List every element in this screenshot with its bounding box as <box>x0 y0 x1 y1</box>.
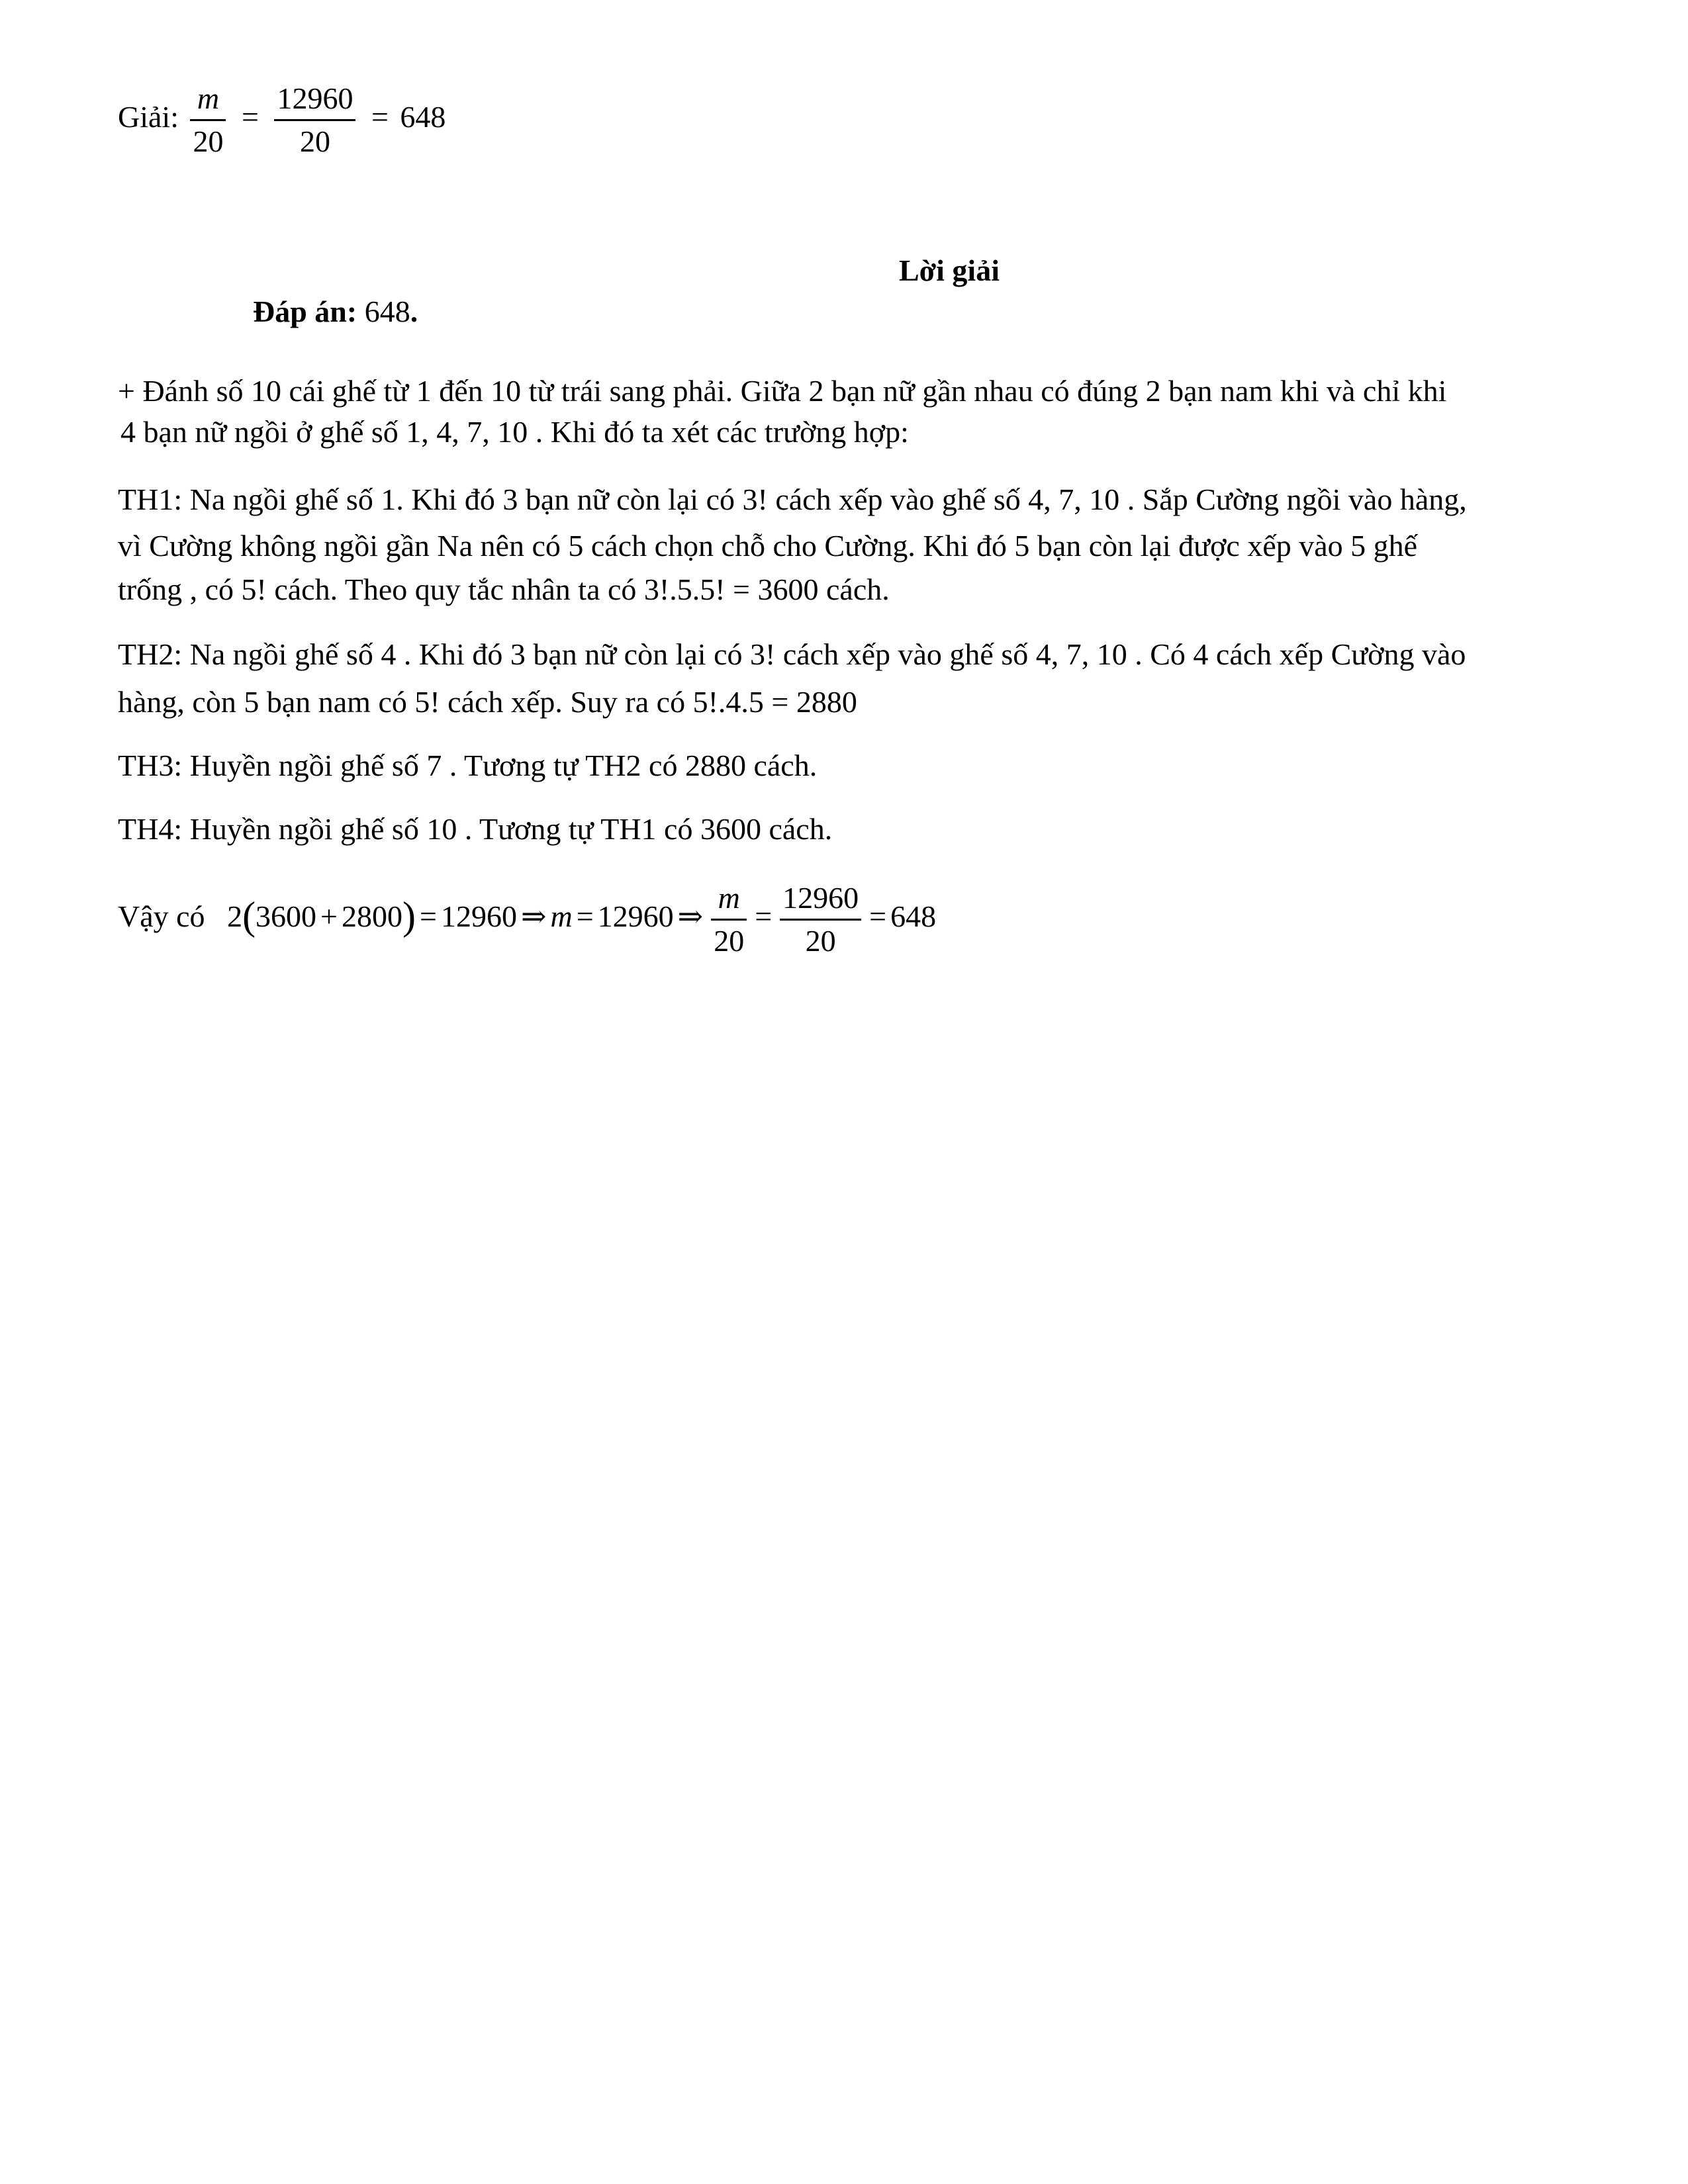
solution-result: 648 <box>400 100 446 134</box>
fraction-numerator: m <box>190 78 226 121</box>
right-parenthesis: ) <box>402 894 416 938</box>
fraction-denominator: 20 <box>805 924 836 958</box>
conclusion-total: 12960 <box>440 899 517 934</box>
solution-label: Giải: <box>118 100 179 134</box>
case-3-line: TH3: Huyền ngồi ghế số 7 . Tương tự TH2 có 2880 cách. <box>118 749 818 782</box>
equals-sign: = <box>576 899 594 934</box>
implies-arrow: ⇒ <box>677 899 704 934</box>
equals-sign: = <box>371 100 389 134</box>
top-solution <box>118 78 445 162</box>
case-2-line-1: TH2: Na ngồi ghế số 4 . Khi đó 3 bạn nữ còn lại có 3! cách xếp vào ghế số 4, 7, 10 . Có 4 cách xếp Cường vào <box>118 637 1466 671</box>
fraction-numerator: m <box>711 878 747 921</box>
answer-value: 648 <box>364 295 410 328</box>
fraction-m-over-20 <box>711 878 747 962</box>
case-1-line-2: vì Cường không ngồi gần Na nên có 5 cách chọn chỗ cho Cường. Khi đó 5 bạn còn lại được xếp vào 5 ghế <box>118 529 1418 563</box>
answer-label: Đáp án: <box>253 295 357 328</box>
conclusion-term-a: 3600 <box>256 899 317 934</box>
fraction-numerator: 12960 <box>274 78 355 121</box>
equals-sign: = <box>419 899 437 934</box>
intro-line-2: 4 bạn nữ ngồi ở ghế số 1, 4, 7, 10 . Khi đó ta xét các trường hợp: <box>120 415 909 449</box>
conclusion-total-2: 12960 <box>597 899 674 934</box>
answer-period: . <box>410 295 418 328</box>
fraction-denominator: 20 <box>193 124 224 158</box>
intro-line-1: + Đánh số 10 cái ghế từ 1 đến 10 từ trái sang phải. Giữa 2 bạn nữ gần nhau có đúng 2 bạn nam khi và chỉ khi <box>118 374 1447 408</box>
fraction-denominator: 20 <box>299 124 330 158</box>
variable-m: m <box>550 899 573 934</box>
fraction-12960-over-20 <box>274 78 355 162</box>
fraction-numerator: 12960 <box>780 878 861 921</box>
conclusion-line <box>118 878 936 962</box>
case-2-line-2: hàng, còn 5 bạn nam có 5! cách xếp. Suy ra có 5!.4.5 = 2880 <box>118 685 857 719</box>
equals-sign: = <box>241 100 259 134</box>
fraction-denominator: 20 <box>714 924 745 958</box>
conclusion-coefficient: 2 <box>227 899 243 934</box>
equals-sign: = <box>869 899 887 934</box>
answer-line <box>253 291 418 332</box>
equals-sign: = <box>755 899 773 934</box>
fraction-12960-over-20 <box>780 878 861 962</box>
case-1-line-1: TH1: Na ngồi ghế số 1. Khi đó 3 bạn nữ còn lại có 3! cách xếp vào ghế số 4, 7, 10 . Sắp Cường ngồi vào hàng, <box>118 482 1467 516</box>
case-4-line: TH4: Huyền ngồi ghế số 10 . Tương tự TH1 có 3600 cách. <box>118 812 833 846</box>
section-heading: Lời giải <box>899 253 1000 287</box>
implies-arrow: ⇒ <box>520 899 547 934</box>
fraction-m-over-20 <box>190 78 226 162</box>
case-1-line-3: trống , có 5! cách. Theo quy tắc nhân ta có 3!.5.5! = 3600 cách. <box>118 572 890 606</box>
conclusion-prefix: Vậy có <box>118 899 205 934</box>
conclusion-result: 648 <box>890 899 937 934</box>
conclusion-term-b: 2800 <box>342 899 402 934</box>
plus-sign: + <box>320 899 338 934</box>
left-parenthesis: ( <box>242 894 256 938</box>
